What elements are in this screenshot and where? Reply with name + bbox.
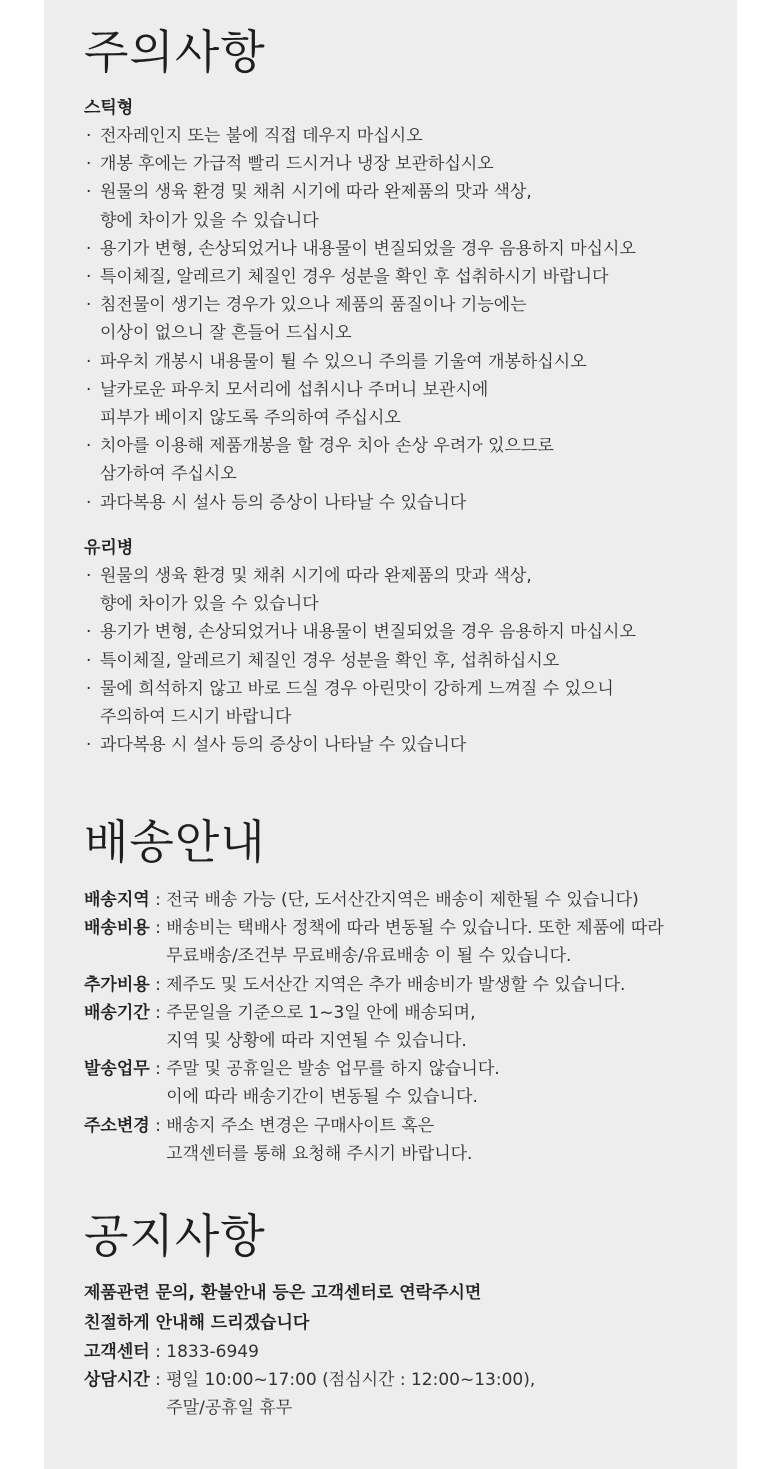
info-panel <box>44 0 737 1469</box>
notice-line-2: 친절하게 안내해 드리겠습니다 <box>84 1313 310 1333</box>
stick-note-line: 전자레인지 또는 불에 직접 데우지 마십시오 <box>100 126 423 146</box>
notice-row-key: 고객센터 <box>84 1342 150 1362</box>
shipping-row <box>84 999 727 1055</box>
stick-note-line: 침전물이 생기는 경우가 있으나 제품의 품질이나 기능에는 <box>100 295 527 316</box>
stick-note <box>84 263 727 291</box>
stick-note <box>84 348 727 376</box>
shipping-row-key: 발송업무 <box>84 1059 150 1080</box>
stick-note <box>84 291 727 347</box>
stick-note-line: 특이체질, 알레르기 체질인 경우 성분을 확인 후 섭취하시기 바랍니다 <box>100 267 609 288</box>
stick-note-line: 개봉 후에는 가급적 빨리 드시거나 냉장 보관하십시오 <box>100 154 494 175</box>
stick-list <box>84 122 727 517</box>
notice-row <box>84 1366 727 1422</box>
stick-note-line: 과다복용 시 설사 등의 증상이 나타날 수 있습니다 <box>100 492 467 513</box>
shipping-row-key: 배송지역 <box>84 890 150 910</box>
shipping-row-key: 배송비용 <box>84 918 150 939</box>
notice-row-value: 1833-6949 <box>166 1342 259 1362</box>
shipping-row-separator: : <box>149 1059 167 1080</box>
bottle-note-line: 원물의 생육 환경 및 채취 시기에 따라 완제품의 맛과 색상, <box>100 566 532 586</box>
bottle-note <box>84 562 727 618</box>
stick-note <box>84 122 727 150</box>
stick-note <box>84 376 727 432</box>
notice-row-value: 평일 10:00~17:00 (점심시간 : 12:00~13:00), 주말/공휴일 휴무 <box>166 1370 536 1419</box>
notice-title: 공지사항 <box>84 1209 266 1263</box>
shipping-title: 배송안내 <box>84 815 266 869</box>
stick-heading: 스틱형 <box>84 98 134 118</box>
shipping-row <box>84 1112 727 1168</box>
shipping-row-separator: : <box>149 918 167 939</box>
shipping-row <box>84 914 727 970</box>
stick-note-line: 이상이 없으니 잘 흔들어 드십시오 <box>100 323 352 344</box>
stick-note <box>84 150 727 178</box>
bottle-note <box>84 675 727 731</box>
shipping-row-value: 배송지 주소 변경은 구매사이트 혹은 고객센터를 통해 요청해 주시기 바랍니다. <box>166 1115 473 1164</box>
bottle-list <box>84 562 727 759</box>
notice-row-separator: : <box>149 1370 167 1391</box>
bottle-section <box>84 534 727 759</box>
bottle-heading: 유리병 <box>84 538 134 558</box>
bottle-note-line: 특이체질, 알레르기 체질인 경우 성분을 확인 후, 섭취하십시오 <box>100 650 560 671</box>
stick-note-line: 삼가하여 주십시오 <box>100 464 237 485</box>
shipping-row-value: 주말 및 공휴일은 발송 업무를 하지 않습니다. 이에 따라 배송기간이 변동될 수 있습니다. <box>166 1059 500 1108</box>
stick-note <box>84 178 727 234</box>
shipping-row <box>84 886 727 914</box>
bottle-note-line: 용기가 변형, 손상되었거나 내용물이 변질되었을 경우 음용하지 마십시오 <box>100 622 636 643</box>
shipping-row-key: 배송기간 <box>84 1002 150 1023</box>
shipping-row-key: 추가비용 <box>84 974 150 995</box>
stick-note-line: 날카로운 파우치 모서리에 섭취시나 주머니 보관시에 <box>100 379 489 400</box>
stick-note-line: 피부가 베이지 않도록 주의하여 주십시오 <box>100 408 401 429</box>
bottle-note-line: 향에 차이가 있을 수 있습니다 <box>100 594 319 615</box>
notice-row-separator: : <box>149 1342 167 1362</box>
stick-section <box>84 94 727 517</box>
caution-title: 주의사항 <box>84 25 266 79</box>
bottle-note-line: 물에 희석하지 않고 바로 드실 경우 아린맛이 강하게 느껴질 수 있으니 <box>100 678 614 699</box>
stick-note-line: 치아를 이용해 제품개봉을 할 경우 치아 손상 우려가 있으므로 <box>100 436 554 457</box>
bottle-note <box>84 731 727 759</box>
shipping-row <box>84 971 727 999</box>
bottle-note-line: 과다복용 시 설사 등의 증상이 나타날 수 있습니다 <box>100 735 467 756</box>
shipping-row-separator: : <box>149 890 167 910</box>
shipping-row-value: 주문일을 기준으로 1~3일 안에 배송되며, 지역 및 상황에 따라 지연될 수 있습니다. <box>166 1002 476 1052</box>
notice-body <box>84 1278 727 1423</box>
stick-note <box>84 489 727 517</box>
shipping-row-separator: : <box>149 1115 167 1136</box>
bottle-note <box>84 647 727 675</box>
stick-note <box>84 235 727 263</box>
stick-note-line: 파우치 개봉시 내용물이 튈 수 있으니 주의를 기울여 개봉하십시오 <box>100 351 587 372</box>
stick-note <box>84 432 727 488</box>
stick-note-line: 용기가 변형, 손상되었거나 내용물이 변질되었을 경우 음용하지 마십시오 <box>100 238 636 259</box>
notice-line-1: 제품관련 문의, 환불안내 등은 고객센터로 연락주시면 <box>84 1283 482 1303</box>
shipping-row-value: 전국 배송 가능 (단, 도서산간지역은 배송이 제한될 수 있습니다) <box>166 890 639 910</box>
shipping-table <box>84 886 727 1168</box>
shipping-row-value: 배송비는 택배사 정책에 따라 변동될 수 있습니다. 또한 제품에 따라 무료배송/조건부 무료배송/유료배송 이 될 수 있습니다. <box>166 918 664 967</box>
bottle-note-line: 주의하여 드시기 바랍니다 <box>100 707 292 728</box>
stick-note-line: 원물의 생육 환경 및 채취 시기에 따라 완제품의 맛과 색상, <box>100 182 532 203</box>
bottle-note <box>84 618 727 646</box>
shipping-row-separator: : <box>149 974 167 995</box>
stick-note-line: 향에 차이가 있을 수 있습니다 <box>100 210 319 231</box>
shipping-row-separator: : <box>149 1002 167 1023</box>
notice-row-key: 상담시간 <box>84 1370 150 1391</box>
shipping-row-value: 제주도 및 도서산간 지역은 추가 배송비가 발생할 수 있습니다. <box>166 974 626 995</box>
notice-row <box>84 1338 727 1366</box>
shipping-row <box>84 1055 727 1111</box>
shipping-row-key: 주소변경 <box>84 1115 150 1136</box>
notice-table <box>84 1338 727 1423</box>
